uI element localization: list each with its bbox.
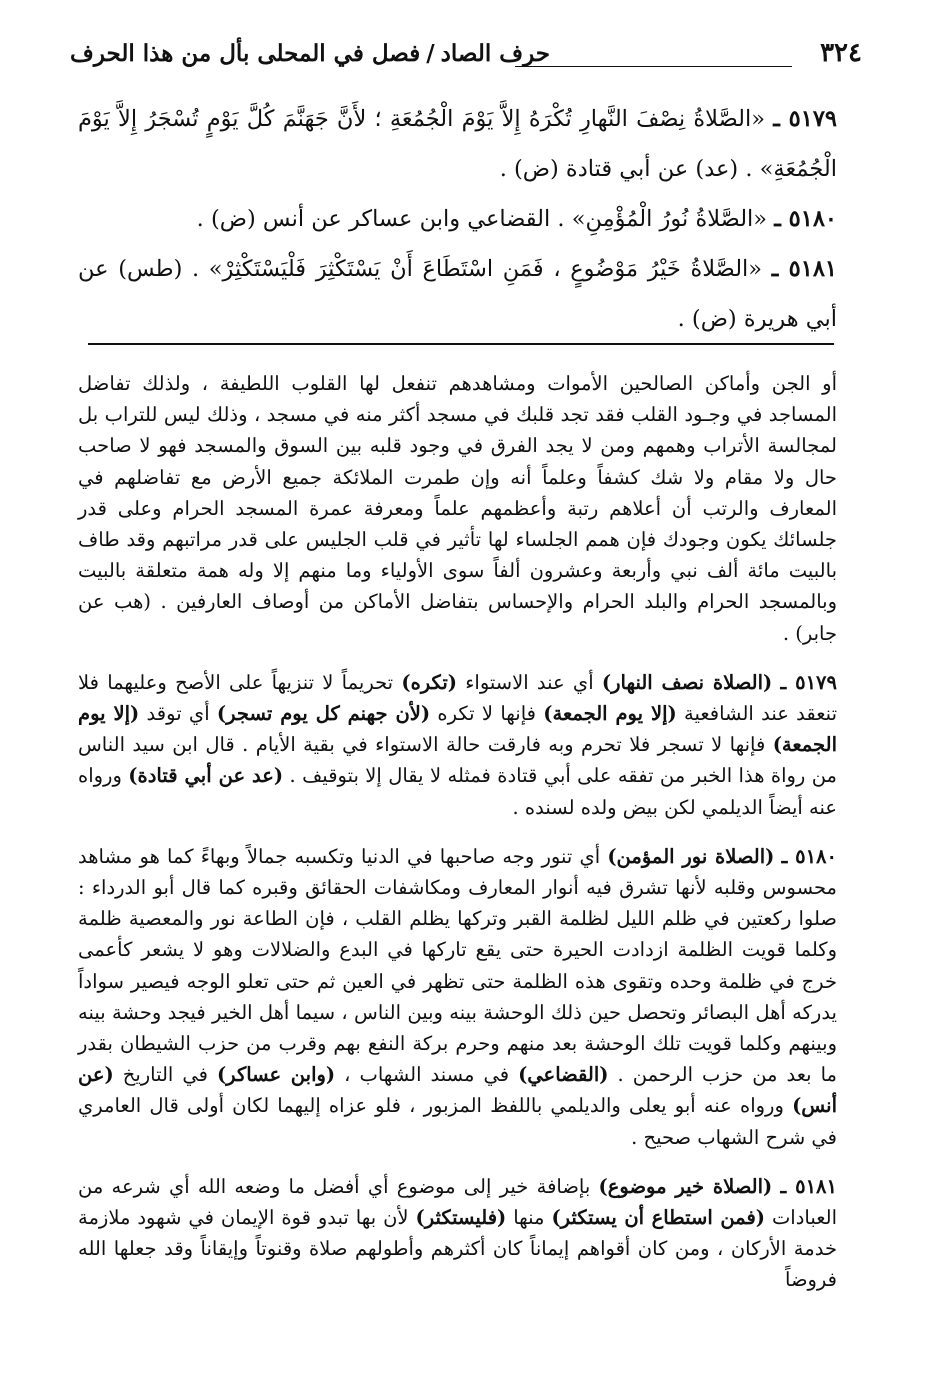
hadith-text: «الصَّلاةُ نِصْفَ النَّهارِ تُكْرَهُ إِلاَّ يَوْمَ الْجُمُعَةِ ؛ لأَنَّ جَهَنَّمَ كُلَّ يَوْمٍ تُسْجَرُ إِلاَّ يَوْمَ الْجُمُعَةِ» . (عد) عن أبي قتادة (ض) . <box>78 106 837 182</box>
header-rule <box>515 66 792 67</box>
explanation: لأن بها تبدو قوة الإيمان في شهود ملازمة خدمة الأركان ، ومن كان أقواهم إيماناً كان أكثرهم وأطولهم صلاة وقنوتاً وإيقاناً وقد جعلها الله فروضاً <box>78 1206 837 1292</box>
explanation: بإضافة خير إلى موضوع أي أفضل ما وضعه الله أي شرعه من العبادات <box>78 1174 837 1230</box>
explanation: في التاريخ <box>113 1063 217 1087</box>
explanation: منها <box>506 1206 552 1230</box>
quoted-term: (تكره) <box>401 670 457 694</box>
hadith-5180 <box>78 194 837 244</box>
hadith-text: «الصَّلاةُ خَيْرُ مَوْضُوعٍ ، فَمَنِ اسْتَطَاعَ أَنْ يَسْتَكْثِرَ فَلْيَسْتَكْثِرْ» . (طس) عن أبي هريرة (ض) . <box>78 256 837 332</box>
explanation: تحريماً لا تنزيهاً على الأصح وعليهما فلا تنعقد عند الشافعية <box>78 670 837 726</box>
running-title <box>70 40 550 67</box>
quoted-term: (إلا يوم الجمعة) <box>78 702 837 757</box>
hadith-5181 <box>78 244 837 344</box>
section-title: فصل في المحلى بأل من هذا الحرف <box>70 40 421 67</box>
commentary <box>78 368 837 1314</box>
quoted-term: (الصلاة نصف النهار) <box>601 670 773 694</box>
quoted-term: (لأن جهنم كل يوم تسجر) <box>216 702 431 726</box>
source-citation: (عد عن أبي قتادة) <box>128 764 284 788</box>
explanation: ورواه عنه أبو يعلى والديلمي باللفظ المزبور ، فلو عزاه إليهما لكان أولى قال العامري في شرح الشهاب صحيح . <box>78 1094 837 1149</box>
source-citation: (وابن عساكر) <box>216 1063 336 1087</box>
quoted-term: (إلا يوم الجمعة) <box>543 702 677 726</box>
commentary-5179 <box>78 667 837 823</box>
explanation: فإنها لا تكره <box>430 702 544 726</box>
commentary-5180 <box>78 841 837 1153</box>
commentary-5181 <box>78 1171 837 1296</box>
explanation: في مسند الشهاب ، <box>335 1063 519 1087</box>
hadith-5179 <box>78 94 837 194</box>
page-number: ٣٢٤ <box>820 38 862 68</box>
entry-number: ٥١٧٩ ـ <box>780 670 837 694</box>
hadith-text: «الصَّلاةُ نُورُ الْمُؤْمِنِ» . القضاعي وابن عساكر عن أنس (ض) . <box>196 206 768 232</box>
source-citation: (عن أنس) <box>78 1063 837 1118</box>
footnote-divider <box>88 343 834 345</box>
explanation: فإنها لا تسجر فلا تحرم وبه فارقت حالة الاستواء في بقية الأيام . قال ابن سيد الناس من رواة هذا الخبر من تفقه على أبي قتادة فمثله لا يقال إلا بتوقيف . <box>78 733 837 788</box>
hadith-number: ٥١٨١ ـ <box>771 256 837 282</box>
hadith-number: ٥١٨٠ ـ <box>774 206 837 232</box>
quoted-term: (الصلاة خير موضوع) <box>598 1174 773 1198</box>
entry-number: ٥١٨١ ـ <box>780 1174 837 1198</box>
explanation: أي توقد <box>139 702 217 726</box>
title-separator: / <box>426 40 435 67</box>
quoted-term: (فليستكثر) <box>415 1206 507 1230</box>
explanation: أي عند الاستواء <box>456 670 602 694</box>
quoted-term: (الصلاة نور المؤمن) <box>607 844 775 868</box>
page-header <box>70 38 862 78</box>
hadith-number: ٥١٧٩ ـ <box>773 106 837 132</box>
chapter-title: حرف الصاد <box>440 40 550 67</box>
entry-number: ٥١٨٠ ـ <box>781 844 837 868</box>
quoted-term: (فمن استطاع أن يستكثر) <box>551 1206 765 1230</box>
source-citation: (القضاعي) <box>518 1063 609 1087</box>
explanation: أي تنور وجه صاحبها في الدنيا وتكسبه جمالاً وبهاءً كما هو مشاهد محسوس وقلبه لأنها تشرق فيه أنوار المعارف ومكاشفات الحقائق وقبره كما قال أبو الدرداء : صلوا ركعتين في ظلم الليل لظلمة القبر وتركها يظلم القلب ، فإن الطاعة نور والمعصية ظلمة وكلما قويت الظلمة ازدادت الحيرة حتى يقع تاركها في البدع والضلالات وهو لا يشعر كأعمى خرج في ظلمة وحده وتقوى هذه الظلمة حتى تظهر في العين ثم حتى تعلو الوجه فيصير سواداً يدركه أهل البصائر وتحصل حين ذلك الوحشة بينه وبين الناس ، سيما أهل الخير فيجد وحشة بينه وبينهم وكلما قويت تلك الوحشة بعد منهم وحرم بركة النفع بهم وقرب من حزب الشيطان بقدر ما بعد من حزب الرحمن . <box>78 844 837 1087</box>
explanation: ورواه عنه أيضاً الديلمي لكن بيض ولده لسنده . <box>78 764 837 819</box>
commentary-intro: أو الجن وأماكن الصالحين الأموات ومشاهدهم تنفعل لها القلوب اللطيفة ، ولذلك تفاضل المساجد في وجـود القلب فقد تجد قلبك في مسجد أكثر منه في مسجد ، وذلك ليس للتراب بل لمجالسة الأتراب وهمهم ومن لا يجد الفرق في وجود قلبه بين السوق والمسجد فهو لا صاحب حال ولا مقام ولا شك كشفاً وعلماً أنه وإن طمرت الملائكة جميع الأرض مع تفاضلهم في المعارف والرتب أن أعلاهم رتبة وأعظمهم علماً ومعرفة عمرة المسجد الحرام وعلى قدر جلسائك يكون وجودك فإن همم الجلساء لها تأثير في قلب الجليس على قدر مراتبهم وقد طاف بالبيت مائة ألف نبي وأربعة وعشرون ألفاً سوى الأولياء وما منهم إلا وله همة متعلقة بالبيت وبالمسجد الحرام والبلد الحرام والإحساس بتفاضل الأماكن من أوصاف العارفين . (هب عن جابر) . <box>78 372 837 645</box>
